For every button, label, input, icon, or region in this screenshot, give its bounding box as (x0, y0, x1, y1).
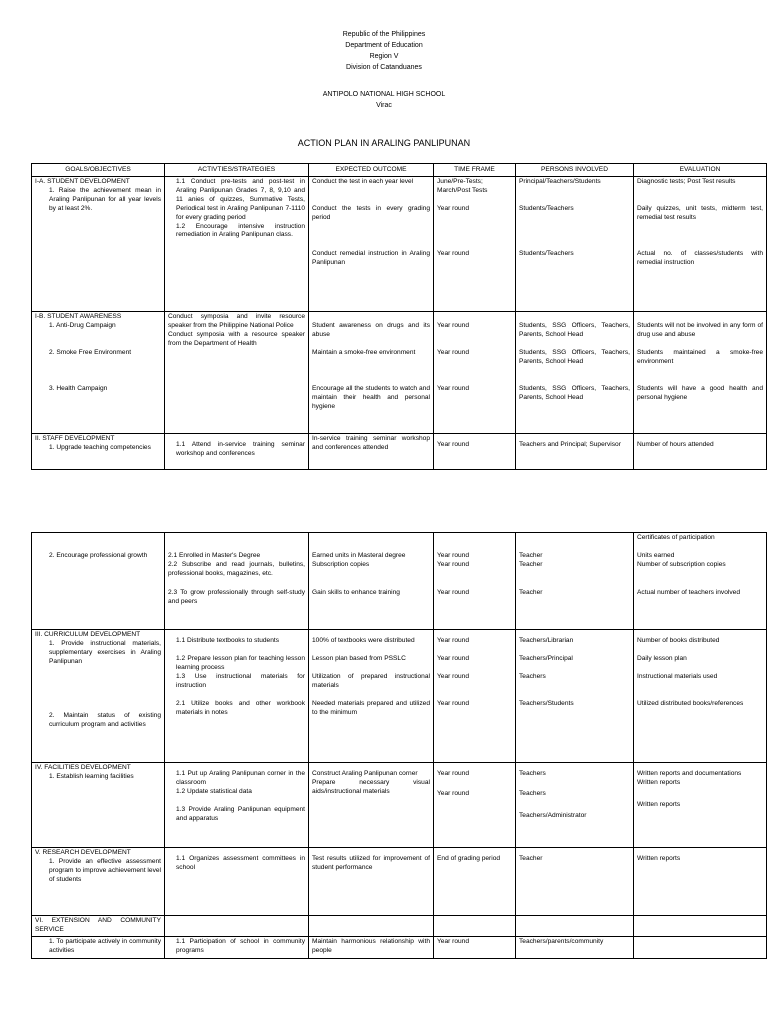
activity-text: 1.1 Distribute textbooks to students (176, 637, 279, 644)
activities-cell (165, 533, 309, 630)
evaluation-text: Actual no. of classes/students with remedial instruction (637, 250, 763, 266)
evaluation-cell (634, 763, 767, 848)
time-frame-text: Year round (437, 770, 470, 777)
evaluation-cell (634, 848, 767, 916)
goal-text: 3. Health Campaign (49, 384, 108, 392)
time-frame-cell (434, 848, 516, 916)
time-frame-text: Year round (437, 441, 470, 448)
outcome-text: Earned units in Masteral degree (312, 552, 406, 559)
evaluation-text: Students will not be involved in any form of drug use and abuse (637, 322, 763, 338)
table-row-extension-community (32, 936, 767, 958)
outcome-cell (309, 434, 434, 470)
column-header-activities: ACTIVTIES/STRATEGIES (165, 164, 309, 177)
evaluation-text: Certificates of participation (637, 534, 715, 541)
action-plan-table-part2 (31, 532, 767, 959)
activity-text: 1.1 Organizes assessment committees in school (176, 855, 305, 871)
persons-text: Teacher (519, 552, 543, 559)
time-frame-cell (434, 177, 516, 312)
evaluation-cell (634, 630, 767, 763)
activity-text: 1.2 Encourage intensive instruction remediation in Araling Panlipunan class. (176, 222, 305, 239)
persons-cell (516, 533, 634, 630)
persons-text: Teachers (519, 770, 546, 777)
persons-text: Teachers and Principal; Supervisor (519, 441, 621, 448)
header-republic: Republic of the Philippines (342, 31, 426, 38)
table-row-professional-growth (32, 533, 767, 630)
time-frame-text: Year round (437, 322, 470, 329)
evaluation-text: Written reports (637, 778, 681, 786)
persons-cell (516, 936, 634, 958)
persons-text: Teachers/Librarian (519, 637, 574, 644)
persons-cell (516, 630, 634, 763)
goal-text: 1. Anti-Drug Campaign (49, 321, 116, 329)
time-frame-text: Year round (437, 673, 470, 680)
table-row-extension-heading (32, 916, 767, 937)
persons-text: Students, SSG Officers, Teachers, Parents, School Head (519, 322, 630, 338)
time-frame-text: Year round (437, 560, 470, 568)
persons-cell (516, 763, 634, 848)
persons-text: Teachers (519, 790, 546, 797)
persons-cell (516, 848, 634, 916)
goal-text: 1. Upgrade teaching competencies (49, 443, 151, 451)
section-heading: III. CURRICULUM DEVELOPMENT (35, 631, 141, 638)
goal-text: 1. Provide an effective assessment program to improve achievement level of students (49, 857, 161, 883)
persons-text: Teachers/Students (519, 700, 574, 707)
evaluation-text: Daily quizzes, unit tests, midterm test, remedial test results (637, 205, 763, 221)
column-header-evaluation: EVALUATION (634, 164, 767, 177)
time-frame-text: Year round (437, 655, 470, 662)
outcome-text: Gain skills to enhance training (312, 588, 400, 596)
action-plan-table-part1 (31, 163, 767, 470)
header-division: Division of Catanduanes (346, 64, 422, 71)
table-row-student-development (32, 177, 767, 312)
time-frame-text: Year round (437, 588, 470, 596)
outcome-cell (309, 312, 434, 434)
activities-cell (165, 848, 309, 916)
outcome-text: Encourage all the students to watch and maintain their health and personal hygiene (312, 385, 430, 410)
persons-text: Teachers/Administrator (519, 812, 587, 819)
goal-cell (32, 312, 165, 434)
header-department: Department of Education (345, 42, 423, 49)
evaluation-cell (634, 936, 767, 958)
outcome-text: Test results utilized for improvement of student performance (312, 855, 430, 871)
activity-text: 2.2 Subscribe and read journals, bulletins, professional books, magazines, etc. (168, 560, 305, 577)
evaluation-text: Diagnostic tests; Post Test results (637, 178, 736, 185)
time-frame-text: Year round (437, 700, 470, 707)
outcome-text: Subscription copies (312, 560, 370, 568)
section-heading: VI. EXTENSION AND COMMUNITY SERVICE (35, 917, 161, 933)
activities-cell (165, 763, 309, 848)
goal-text: 2. Encourage professional growth (49, 552, 148, 559)
table-row-curriculum-development (32, 630, 767, 763)
outcome-text: Needed materials prepared and utilized to the minimum (312, 700, 430, 716)
time-frame-text: Year round (437, 250, 470, 257)
persons-text: Teacher (519, 588, 543, 596)
goal-text: 1. Provide instructional materials, supplementary exercises in Araling Panlipunan (49, 639, 161, 665)
evaluation-text: Number of books distributed (637, 637, 720, 644)
activity-text: 1.1 Attend in-service training seminar workshop and conferences (176, 441, 305, 457)
table-row-staff-development (32, 434, 767, 470)
time-frame-cell (434, 936, 516, 958)
outcome-text: Conduct the test in each year level (312, 178, 414, 185)
persons-text: Students/Teachers (519, 205, 574, 212)
evaluation-text: Students will have a good health and personal hygiene (637, 385, 763, 401)
time-frame-text: June/Pre-Tests; March/Post Tests (437, 178, 488, 194)
evaluation-text: Students maintained a smoke-free environment (637, 349, 763, 365)
outcome-cell (309, 936, 434, 958)
outcome-text: Maintain harmonious relationship with people (312, 937, 430, 954)
evaluation-cell (634, 533, 767, 630)
table-row-research-development (32, 848, 767, 916)
column-header-persons: PERSONS INVOLVED (516, 164, 634, 177)
outcome-text: Prepare necessary visual aids/instructional materials (312, 778, 430, 795)
goal-cell (32, 177, 165, 312)
outcome-text: 100% of textbooks were distributed (312, 637, 415, 644)
time-frame-cell (434, 533, 516, 630)
persons-text: Students, SSG Officers, Teachers, Parents, School Head (519, 349, 630, 365)
outcome-text: Conduct remedial instruction in Araling Panlipunan (312, 250, 430, 266)
time-frame-cell (434, 312, 516, 434)
persons-text: Teachers (519, 673, 546, 680)
persons-text: Teachers/Principal (519, 655, 573, 662)
activities-cell (165, 434, 309, 470)
goal-cell (32, 533, 165, 630)
time-frame-text: Year round (437, 385, 470, 392)
table-row-facilities-development (32, 763, 767, 848)
evaluation-text: Number of hours attended (637, 441, 714, 448)
persons-cell (516, 916, 634, 937)
persons-text: Teachers/parents/community (519, 937, 604, 945)
time-frame-cell (434, 763, 516, 848)
outcome-text: Construct Araling Panlipunan corner (312, 770, 418, 777)
outcome-cell (309, 533, 434, 630)
time-frame-text: Year round (437, 205, 470, 212)
evaluation-text: Actual number of teachers involved (637, 588, 740, 596)
activity-text: 1.3 Provide Araling Panlipunan equipment and apparatus (176, 805, 305, 822)
time-frame-cell (434, 630, 516, 763)
evaluation-text: Written reports and documentations (637, 770, 742, 777)
table-header-row (32, 164, 767, 177)
activities-cell (165, 630, 309, 763)
goal-text: 2. Smoke Free Environment (49, 348, 132, 356)
activities-cell (165, 936, 309, 958)
goal-text: 1. Establish learning facilities (49, 772, 134, 780)
evaluation-text: Utilized distributed books/references (637, 700, 744, 707)
activity-text: 2.3 To grow professionally through self-study and peers (168, 588, 305, 605)
time-frame-cell (434, 434, 516, 470)
evaluation-text: Written reports (637, 855, 681, 862)
goal-cell (32, 848, 165, 916)
goal-cell (32, 936, 165, 958)
goal-cell (32, 916, 165, 937)
persons-text: Students, SSG Officers, Teachers, Parents, School Head (519, 385, 630, 401)
section-heading: IV. FACILITIES DEVELOPMENT (35, 764, 131, 771)
persons-cell (516, 434, 634, 470)
evaluation-text: Units earned (637, 552, 675, 559)
outcome-text: Student awareness on drugs and its abuse (312, 322, 430, 338)
column-header-goals: GOALS/OBJECTIVES (32, 164, 165, 177)
persons-cell (516, 312, 634, 434)
goal-text: 1. Raise the achievement mean in Araling Panlipunan for all year levels by at least 2%. (49, 186, 161, 212)
evaluation-text: Instructional materials used (637, 673, 718, 680)
activities-cell (165, 312, 309, 434)
time-frame-text: Year round (437, 552, 470, 559)
activity-text: 1.2 Prepare lesson plan for teaching lesson learning process (176, 655, 305, 671)
section-heading: II. STAFF DEVELOPMENT (35, 435, 115, 442)
evaluation-text: Written reports (637, 800, 681, 808)
column-header-outcome: EXPECTED OUTCOME (309, 164, 434, 177)
activity-text: 2.1 Utilize books and other workbook materials in notes (176, 699, 305, 716)
goal-text: 2. Maintain status of existing curriculum program and activities (49, 711, 161, 728)
outcome-cell (309, 916, 434, 937)
outcome-text: In-service training seminar workshop and conferences attended (312, 435, 430, 451)
activity-text: 1.1 Put up Araling Panlipunan corner in the classroom (176, 770, 305, 786)
persons-text: Principal/Teachers/Students (519, 178, 601, 185)
persons-cell (516, 177, 634, 312)
time-frame-cell (434, 916, 516, 937)
activity-text: 1.3 Use instructional materials for instruction (176, 672, 305, 689)
outcome-cell (309, 848, 434, 916)
school-name: ANTIPOLO NATIONAL HIGH SCHOOL (322, 91, 446, 98)
outcome-text: Lesson plan based from PSSLC (312, 655, 406, 662)
table-row-student-awareness (32, 312, 767, 434)
activity-text: 2.1 Enrolled in Master's Degree (168, 552, 261, 559)
outcome-cell (309, 630, 434, 763)
activity-text: 1.1 Participation of school in community programs (176, 937, 305, 954)
time-frame-text: Year round (437, 790, 470, 797)
section-heading: I-B. STUDENT AWARENESS (35, 313, 122, 320)
outcome-cell (309, 763, 434, 848)
goal-cell (32, 763, 165, 848)
time-frame-text: Year round (437, 349, 470, 356)
goal-cell (32, 630, 165, 763)
activities-cell (165, 916, 309, 937)
activities-cell (165, 177, 309, 312)
evaluation-cell (634, 916, 767, 937)
evaluation-text: Number of subscription copies (637, 560, 726, 568)
activity-text: 1.1 Conduct pre-tests and post-test in Araling Panlipunan Grades 7, 8, 9,10 and 11 anies of quizzes, Summative Tests, Periodical test in Araling Panlipunan 7-1110 for every grading period (176, 178, 305, 221)
outcome-text: Conduct the tests in every grading period (312, 205, 430, 221)
outcome-cell (309, 177, 434, 312)
time-frame-text: End of grading period (437, 855, 501, 862)
evaluation-cell (634, 177, 767, 312)
section-heading: V. RESEARCH DEVELOPMENT (35, 849, 131, 856)
persons-text: Teacher (519, 855, 543, 862)
column-header-time-frame: TIME FRAME (434, 164, 516, 177)
goal-text: 1. To participate actively in community activities (49, 937, 161, 954)
section-heading: I-A. STUDENT DEVELOPMENT (35, 178, 130, 185)
outcome-text: Maintain a smoke-free environment (312, 349, 416, 356)
persons-text: Teacher (519, 560, 543, 568)
time-frame-text: Year round (437, 637, 470, 644)
school-town: Virac (376, 102, 392, 109)
goal-cell (32, 434, 165, 470)
evaluation-cell (634, 434, 767, 470)
evaluation-cell (634, 312, 767, 434)
activity-text: Conduct symposia and invite resource speaker from the Philippine National Police (168, 313, 305, 329)
header-region: Region V (369, 53, 399, 60)
activity-text: 1.2 Update statistical data (176, 787, 252, 795)
activity-text: Conduct symposia with a resource speaker from the Department of Health (168, 330, 305, 347)
page-title: ACTION PLAN IN ARALING PANLIPUNAN (297, 138, 471, 148)
persons-text: Students/Teachers (519, 250, 574, 257)
evaluation-text: Daily lesson plan (637, 655, 687, 662)
outcome-text: Utilization of prepared instructional materials (312, 673, 430, 689)
time-frame-text: Year round (437, 937, 470, 945)
